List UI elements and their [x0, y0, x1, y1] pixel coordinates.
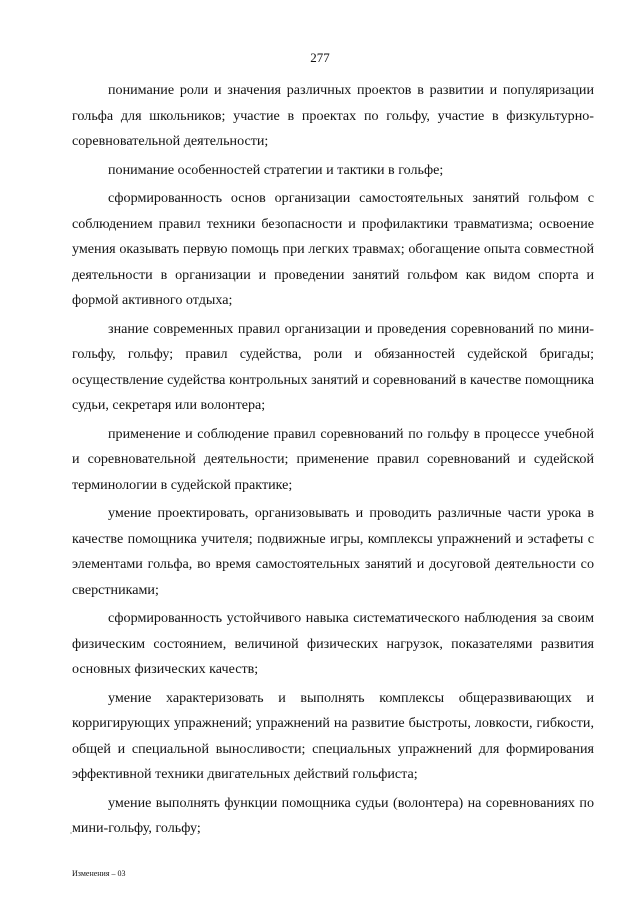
paragraph-lesson-design: умение проектировать, организовывать и проводить различные части урока в качестве помощника учителя; подвижные игры, комплексы упражнений и эстафеты с элементами гольфа, во время самостоятельных занятий и досуговой деятельности со сверстниками; [72, 505, 594, 598]
paragraph-competition-rules: знание современных правил организации и проведения соревнований по мини-гольфу, гольфу; правил судейства, роли и обязанностей судейской бригады; осуществление судейства контрольных занятий и соревнований в качестве помощника судьи, секретаря или волонтера; [72, 320, 594, 413]
page-number: 277 [310, 50, 330, 65]
scan-speck [70, 832, 72, 834]
paragraph-exercise-complexes: умение характеризовать и выполнять комплексы общеразвивающих и корригирующих упражнений; упражнений на развитие быстроты, ловкости, гибкости, общей и специальной выносливости; специальных упражнений для формирования эффективной техники двигательных действий гольфиста; [72, 689, 594, 782]
body-text [72, 78, 594, 845]
footer-revision-note: Изменения – 03 [72, 869, 126, 878]
paragraph-self-study-organization: сформированность основ организации самостоятельных занятий гольфом с соблюдением правил техники безопасности и профилактики травматизма; освоение умения оказывать первую помощь при легких травмах; обогащение опыта совместной деятельности в организации и проведении занятий гольфом как видом спорта и формой активного отдыха; [72, 190, 594, 308]
paragraph-assistant-judge: умение выполнять функции помощника судьи (волонтера) на соревнованиях по мини-гольфу, гольфу; [72, 794, 594, 836]
paragraph-self-monitoring: сформированность устойчивого навыка систематического наблюдения за своим физическим состоянием, величиной физических нагрузок, показателями развития основных физических качеств; [72, 610, 594, 677]
paragraph-strategy-tactics: понимание особенностей стратегии и тактики в гольфе; [108, 161, 444, 178]
paragraph-golf-projects: понимание роли и значения различных проектов в развитии и популяризации гольфа для школьников; участие в проектах по гольфу, участие в физкультурно-соревновательной деятельности; [72, 82, 594, 149]
paragraph-rules-application: применение и соблюдение правил соревнований по гольфу в процессе учебной и соревновательной деятельности; применение правил соревнований и судейской терминологии в судейской практике; [72, 425, 594, 493]
